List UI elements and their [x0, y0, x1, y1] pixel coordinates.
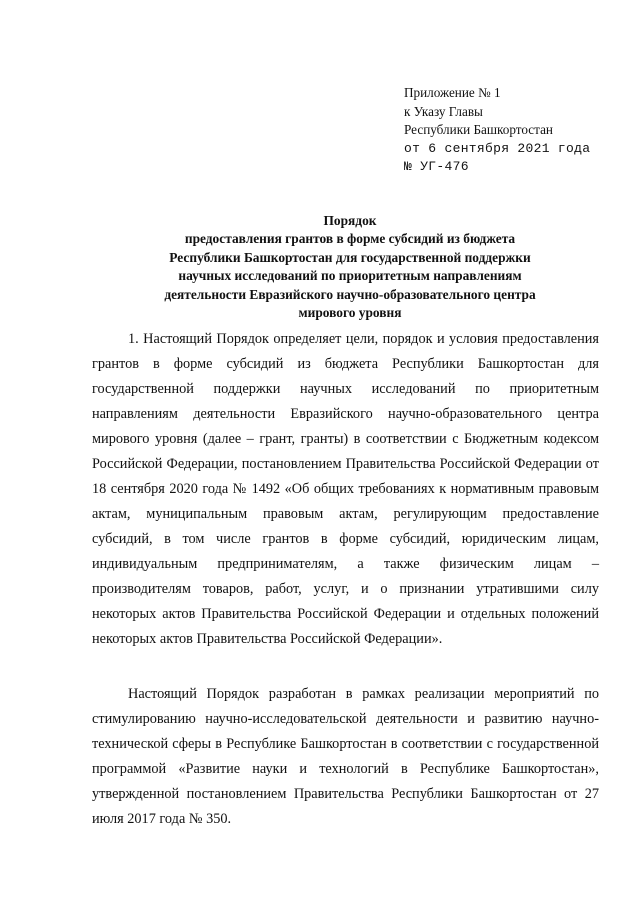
title-line-1: Порядок: [323, 213, 377, 228]
title-line-3: Республики Башкортостан для государственной поддержки: [169, 249, 531, 265]
appendix-header: [404, 84, 590, 177]
title-line-6: мирового уровня: [298, 305, 402, 321]
decree-reference: к Указу Главы: [404, 103, 483, 119]
appendix-number: Приложение № 1: [404, 85, 501, 100]
document-title: [80, 212, 620, 322]
republic-name: Республики Башкортостан: [404, 122, 553, 137]
decree-date: от 6 сентября 2021 года: [404, 140, 591, 156]
paragraph-2: Настоящий Порядок разработан в рамках реализации мероприятий по стимулированию научно-исследовательской деятельности и развитию научно-технической сферы в Республике Башкортостан в соответствии с государственной программой «Развитие науки и технологий в Республике Башкортостан», утвержденной постановлением Правительства Республики Башкортостан от 27 июля 2017 года № 350.: [92, 686, 599, 827]
paragraph-1: 1. Настоящий Порядок определяет цели, порядок и условия предоставления грантов в форме субсидий из бюджета Республики Башкортостан для государственной поддержки научных исследований по приоритетным направлениям деятельности Евразийского научно-образовательного центра мирового уровня (далее – грант, гранты) в соответствии с Бюджетным кодексом Российской Федерации, постановлением Правительства Российской Федерации от 18 сентября 2020 года № 1492 «Об общих требованиях к нормативным правовым актам, муниципальным правовым актам, регулирующим предоставление субсидий, в том числе грантов в форме субсидий, юридическим лицам, индивидуальным предпринимателям, а также физическим лицам – производителям товаров, работ, услуг, и о признании утратившими силу некоторых актов Правительства Российской Федерации и отдельных положений некоторых актов Правительства Российской Федерации».: [92, 331, 599, 647]
decree-number: № УГ-476: [404, 159, 469, 174]
title-line-5: деятельности Евразийского научно-образовательного центра: [164, 286, 536, 302]
title-line-2: предоставления грантов в форме субсидий из бюджета: [184, 231, 516, 247]
title-line-4: научных исследований по приоритетным направлениям: [178, 268, 522, 284]
